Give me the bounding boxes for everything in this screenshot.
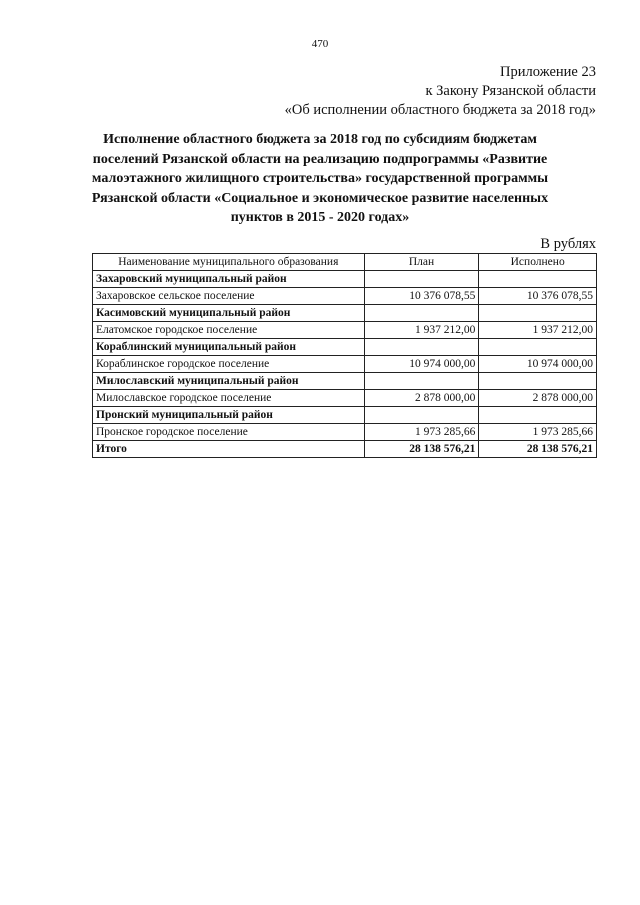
plan-cell: 10 974 000,00 [364,356,479,373]
done-cell [479,373,597,390]
annex-law-title: «Об исполнении областного бюджета за 2018 год» [284,102,596,118]
done-cell: 1 937 212,00 [479,322,597,339]
plan-cell [364,373,479,390]
total-done-cell: 28 138 576,21 [479,441,597,458]
document-title [85,130,555,228]
district-row [93,305,597,322]
district-row [93,407,597,424]
settlement-row [93,390,597,407]
annex-number: Приложение 23 [500,64,596,80]
units-label: В рублях [540,236,596,252]
settlement-name: Кораблинское городское поселение [93,356,365,373]
settlement-row [93,322,597,339]
district-name: Кораблинский муниципальный район [93,339,365,356]
plan-cell [364,271,479,288]
settlement-row [93,288,597,305]
annex-block [285,63,596,120]
district-name: Милославский муниципальный район [93,373,365,390]
title-line: пунктов в 2015 - 2020 годах» [230,210,410,225]
done-cell: 10 376 078,55 [479,288,597,305]
title-line: Исполнение областного бюджета за 2018 год по субсидиям бюджетам [103,132,537,147]
column-header-done: Исполнено [479,254,597,271]
settlement-name: Милославское городское поселение [93,390,365,407]
settlement-row [93,424,597,441]
settlement-name: Захаровское сельское поселение [93,288,365,305]
district-row [93,373,597,390]
done-cell: 10 974 000,00 [479,356,597,373]
plan-cell: 10 376 078,55 [364,288,479,305]
plan-cell [364,339,479,356]
settlement-row [93,356,597,373]
budget-table [92,253,597,458]
district-name: Касимовский муниципальный район [93,305,365,322]
table-header-row [93,254,597,271]
total-label: Итого [93,441,365,458]
column-header-name: Наименование муниципального образования [93,254,365,271]
annex-law-reference: к Закону Рязанской области [425,83,596,99]
plan-cell: 1 937 212,00 [364,322,479,339]
title-line: поселений Рязанской области на реализацию подпрограммы «Развитие [92,151,548,167]
district-name: Пронский муниципальный район [93,407,365,424]
title-line: Рязанской области «Социальное и экономическое развитие населенных [91,190,549,206]
title-line: малоэтажного жилищного строительства» государственной программы [91,171,549,186]
total-row [93,441,597,458]
settlement-name: Пронское городское поселение [93,424,365,441]
settlement-name: Елатомское городское поселение [93,322,365,339]
total-plan-cell: 28 138 576,21 [364,441,479,458]
column-header-plan: План [364,254,479,271]
plan-cell: 2 878 000,00 [364,390,479,407]
done-cell [479,271,597,288]
district-name: Захаровский муниципальный район [93,271,365,288]
district-row [93,339,597,356]
done-cell: 2 878 000,00 [479,390,597,407]
done-cell [479,305,597,322]
plan-cell: 1 973 285,66 [364,424,479,441]
plan-cell [364,305,479,322]
district-row [93,271,597,288]
done-cell [479,339,597,356]
done-cell [479,407,597,424]
done-cell: 1 973 285,66 [479,424,597,441]
page-number: 470 [311,38,329,50]
plan-cell [364,407,479,424]
